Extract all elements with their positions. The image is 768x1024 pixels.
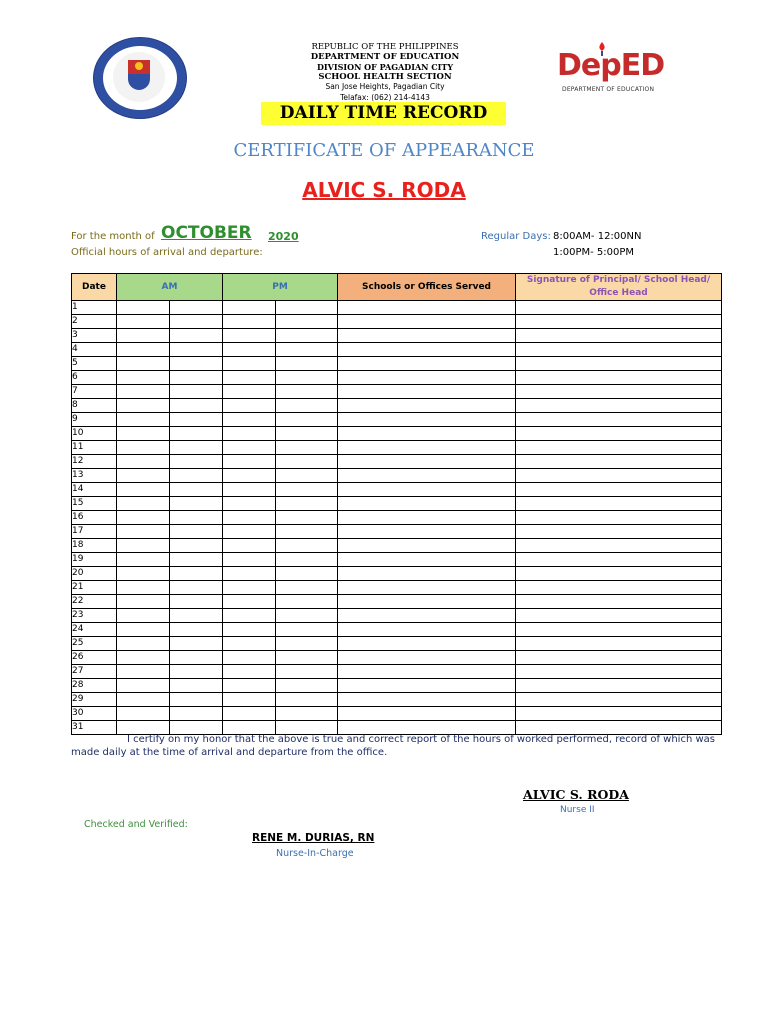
regular-days-label: Regular Days: [481,231,551,242]
certification-text: I certify on my honor that the above is true and correct report of the hours of worked performed, record of which was made daily at the time of arrival and departure from the office. [71,734,715,758]
am-departure-cell[interactable] [170,469,223,483]
pm-arrival-cell[interactable] [223,665,276,679]
am-departure-cell[interactable] [170,609,223,623]
pm-departure-cell[interactable] [276,441,338,455]
am-departure-cell[interactable] [170,651,223,665]
am-arrival-cell[interactable] [117,567,170,581]
am-departure-cell[interactable] [170,413,223,427]
table-row [72,301,722,315]
table-row [72,315,722,329]
am-arrival-cell[interactable] [117,455,170,469]
pm-departure-cell[interactable] [276,525,338,539]
am-departure-cell[interactable] [170,315,223,329]
day-number: 19 [72,553,117,567]
schools-served-cell[interactable] [338,567,516,581]
pm-departure-cell[interactable] [276,581,338,595]
schools-served-cell[interactable] [338,441,516,455]
table-row [72,441,722,455]
am-departure-cell[interactable] [170,679,223,693]
schools-served-cell[interactable] [338,665,516,679]
am-arrival-cell[interactable] [117,525,170,539]
table-row [72,623,722,637]
verifier-title: Nurse-In-Charge [276,848,354,859]
day-number: 30 [72,707,117,721]
table-row [72,679,722,693]
pm-departure-cell[interactable] [276,343,338,357]
am-arrival-cell[interactable] [117,329,170,343]
table-row [72,511,722,525]
am-arrival-cell[interactable] [117,553,170,567]
schools-served-cell[interactable] [338,301,516,315]
signature-cell[interactable] [516,413,722,427]
schools-served-cell[interactable] [338,581,516,595]
month-value: OCTOBER [161,223,252,243]
table-row [72,371,722,385]
table-row [72,525,722,539]
pm-arrival-cell[interactable] [223,553,276,567]
deped-logo: DepED [557,48,665,83]
am-departure-cell[interactable] [170,371,223,385]
signature-cell[interactable] [516,525,722,539]
pm-arrival-cell[interactable] [223,357,276,371]
schools-served-cell[interactable] [338,399,516,413]
pm-departure-cell[interactable] [276,315,338,329]
table-row [72,483,722,497]
pm-departure-cell[interactable] [276,623,338,637]
am-departure-cell[interactable] [170,637,223,651]
pm-arrival-cell[interactable] [223,371,276,385]
pm-departure-cell[interactable] [276,427,338,441]
pm-departure-cell[interactable] [276,553,338,567]
am-arrival-cell[interactable] [117,539,170,553]
header-am: AM [117,274,223,301]
table-row [72,329,722,343]
am-departure-cell[interactable] [170,427,223,441]
deped-seal-icon [93,37,187,119]
pm-departure-cell[interactable] [276,707,338,721]
pm-departure-cell[interactable] [276,539,338,553]
am-arrival-cell[interactable] [117,693,170,707]
signature-cell[interactable] [516,455,722,469]
pm-departure-cell[interactable] [276,693,338,707]
am-arrival-cell[interactable] [117,483,170,497]
day-number: 7 [72,385,117,399]
day-number: 22 [72,595,117,609]
pm-departure-cell[interactable] [276,637,338,651]
signatory-title: Nurse II [560,805,595,815]
signature-cell[interactable] [516,483,722,497]
schools-served-cell[interactable] [338,497,516,511]
table-row [72,665,722,679]
pm-arrival-cell[interactable] [223,413,276,427]
table-row [72,455,722,469]
day-number: 6 [72,371,117,385]
pm-arrival-cell[interactable] [223,581,276,595]
schools-served-cell[interactable] [338,595,516,609]
header-department: DEPARTMENT OF EDUCATION [310,52,460,62]
am-departure-cell[interactable] [170,329,223,343]
pm-arrival-cell[interactable] [223,623,276,637]
am-arrival-cell[interactable] [117,385,170,399]
am-arrival-cell[interactable] [117,497,170,511]
signature-cell[interactable] [516,707,722,721]
am-arrival-cell[interactable] [117,469,170,483]
schools-served-cell[interactable] [338,413,516,427]
pm-departure-cell[interactable] [276,567,338,581]
am-departure-cell[interactable] [170,595,223,609]
schools-served-cell[interactable] [338,483,516,497]
pm-arrival-cell[interactable] [223,651,276,665]
pm-arrival-cell[interactable] [223,707,276,721]
pm-arrival-cell[interactable] [223,469,276,483]
day-number: 18 [72,539,117,553]
day-number: 13 [72,469,117,483]
table-row [72,567,722,581]
signature-cell[interactable] [516,371,722,385]
document-subtitle: CERTIFICATE OF APPEARANCE [233,140,535,161]
checked-verified-label: Checked and Verified: [84,819,188,830]
month-year: 2020 [268,230,299,243]
pm-departure-cell[interactable] [276,651,338,665]
am-arrival-cell[interactable] [117,651,170,665]
header-section: SCHOOL HEALTH SECTION [318,72,452,82]
schools-served-cell[interactable] [338,455,516,469]
schools-served-cell[interactable] [338,371,516,385]
am-departure-cell[interactable] [170,497,223,511]
pm-departure-cell[interactable] [276,371,338,385]
day-number: 17 [72,525,117,539]
day-number: 27 [72,665,117,679]
schools-served-cell[interactable] [338,469,516,483]
schools-served-cell[interactable] [338,553,516,567]
signature-cell[interactable] [516,539,722,553]
table-row [72,693,722,707]
am-arrival-cell[interactable] [117,413,170,427]
regular-days-pm: 1:00PM- 5:00PM [553,247,635,258]
am-arrival-cell[interactable] [117,315,170,329]
signature-cell[interactable] [516,497,722,511]
am-arrival-cell[interactable] [117,343,170,357]
signature-cell[interactable] [516,301,722,315]
am-departure-cell[interactable] [170,455,223,469]
pm-arrival-cell[interactable] [223,385,276,399]
am-arrival-cell[interactable] [117,679,170,693]
schools-served-cell[interactable] [338,343,516,357]
schools-served-cell[interactable] [338,651,516,665]
schools-served-cell[interactable] [338,329,516,343]
table-row [72,609,722,623]
day-number: 3 [72,329,117,343]
day-number: 5 [72,357,117,371]
day-number: 23 [72,609,117,623]
pm-arrival-cell[interactable] [223,441,276,455]
schools-served-cell[interactable] [338,707,516,721]
schools-served-cell[interactable] [338,525,516,539]
pm-arrival-cell[interactable] [223,637,276,651]
day-number: 24 [72,623,117,637]
daily-time-record-table [71,273,722,735]
signature-cell[interactable] [516,315,722,329]
pm-departure-cell[interactable] [276,595,338,609]
table-header-row [72,274,722,301]
pm-arrival-cell[interactable] [223,567,276,581]
signature-cell[interactable] [516,567,722,581]
signature-cell[interactable] [516,623,722,637]
schools-served-cell[interactable] [338,357,516,371]
day-number: 4 [72,343,117,357]
pm-arrival-cell[interactable] [223,399,276,413]
schools-served-cell[interactable] [338,637,516,651]
am-departure-cell[interactable] [170,343,223,357]
am-arrival-cell[interactable] [117,301,170,315]
pm-arrival-cell[interactable] [223,595,276,609]
pm-departure-cell[interactable] [276,483,338,497]
schools-served-cell[interactable] [338,427,516,441]
schools-served-cell[interactable] [338,539,516,553]
pm-arrival-cell[interactable] [223,483,276,497]
table-row [72,553,722,567]
pm-departure-cell[interactable] [276,469,338,483]
am-arrival-cell[interactable] [117,707,170,721]
signature-cell[interactable] [516,441,722,455]
day-number: 2 [72,315,117,329]
pm-arrival-cell[interactable] [223,693,276,707]
signature-cell[interactable] [516,357,722,371]
day-number: 16 [72,511,117,525]
pm-departure-cell[interactable] [276,455,338,469]
pm-arrival-cell[interactable] [223,427,276,441]
day-number: 25 [72,637,117,651]
pm-departure-cell[interactable] [276,609,338,623]
day-number: 10 [72,427,117,441]
pm-departure-cell[interactable] [276,665,338,679]
regular-days-am: 8:00AM- 12:00NN [553,231,642,242]
header-address: San Jose Heights, Pagadian City [325,82,445,91]
signature-cell[interactable] [516,609,722,623]
day-number: 26 [72,651,117,665]
pm-departure-cell[interactable] [276,511,338,525]
day-number: 31 [72,721,117,735]
deped-logo-subtitle: DEPARTMENT OF EDUCATION [562,86,655,93]
signature-cell[interactable] [516,581,722,595]
table-row [72,413,722,427]
employee-name: ALVIC S. RODA [302,178,466,202]
table-row [72,427,722,441]
schools-served-cell[interactable] [338,693,516,707]
schools-served-cell[interactable] [338,609,516,623]
schools-served-cell[interactable] [338,511,516,525]
am-arrival-cell[interactable] [117,427,170,441]
schools-served-cell[interactable] [338,385,516,399]
header-signature: Signature of Principal/ School Head/ Office Head [516,274,722,301]
pm-departure-cell[interactable] [276,413,338,427]
header-telefax: Telafax: (062) 214-4143 [340,93,430,102]
am-departure-cell[interactable] [170,385,223,399]
am-arrival-cell[interactable] [117,581,170,595]
day-number: 14 [72,483,117,497]
signature-cell[interactable] [516,385,722,399]
am-departure-cell[interactable] [170,441,223,455]
day-number: 20 [72,567,117,581]
signature-cell[interactable] [516,329,722,343]
pm-arrival-cell[interactable] [223,315,276,329]
am-departure-cell[interactable] [170,693,223,707]
day-number: 9 [72,413,117,427]
am-arrival-cell[interactable] [117,357,170,371]
pm-arrival-cell[interactable] [223,301,276,315]
day-number: 28 [72,679,117,693]
pm-arrival-cell[interactable] [223,497,276,511]
verifier-name: RENE M. DURIAS, RN [252,832,375,844]
table-row [72,469,722,483]
pm-arrival-cell[interactable] [223,539,276,553]
day-number: 11 [72,441,117,455]
table-row [72,595,722,609]
table-row [72,343,722,357]
day-number: 8 [72,399,117,413]
am-departure-cell[interactable] [170,567,223,581]
signature-cell[interactable] [516,399,722,413]
table-row [72,357,722,371]
table-row [72,707,722,721]
am-departure-cell[interactable] [170,539,223,553]
pm-departure-cell[interactable] [276,399,338,413]
signature-cell[interactable] [516,637,722,651]
am-departure-cell[interactable] [170,581,223,595]
header-division: DIVISION OF PAGADIAN CITY [316,62,454,72]
pm-arrival-cell[interactable] [223,679,276,693]
schools-served-cell[interactable] [338,623,516,637]
month-label: For the month of [71,231,155,242]
am-arrival-cell[interactable] [117,511,170,525]
table-row [72,385,722,399]
table-row [72,651,722,665]
signature-cell[interactable] [516,651,722,665]
table-row [72,497,722,511]
pm-departure-cell[interactable] [276,679,338,693]
am-arrival-cell[interactable] [117,399,170,413]
am-departure-cell[interactable] [170,357,223,371]
table-row [72,637,722,651]
pm-arrival-cell[interactable] [223,329,276,343]
official-hours-label: Official hours of arrival and departure: [71,247,263,258]
header-republic: REPUBLIC OF THE PHILIPPINES [311,42,459,52]
am-departure-cell[interactable] [170,623,223,637]
pm-departure-cell[interactable] [276,329,338,343]
signature-cell[interactable] [516,511,722,525]
signature-cell[interactable] [516,693,722,707]
am-arrival-cell[interactable] [117,609,170,623]
pm-departure-cell[interactable] [276,497,338,511]
table-row [72,539,722,553]
pm-arrival-cell[interactable] [223,511,276,525]
header-pm: PM [223,274,338,301]
signature-cell[interactable] [516,553,722,567]
signatory-name: ALVIC S. RODA [523,787,629,802]
schools-served-cell[interactable] [338,315,516,329]
am-departure-cell[interactable] [170,511,223,525]
day-number: 15 [72,497,117,511]
am-departure-cell[interactable] [170,399,223,413]
am-arrival-cell[interactable] [117,595,170,609]
am-arrival-cell[interactable] [117,665,170,679]
am-departure-cell[interactable] [170,483,223,497]
day-number: 12 [72,455,117,469]
day-number: 1 [72,301,117,315]
am-arrival-cell[interactable] [117,623,170,637]
am-departure-cell[interactable] [170,707,223,721]
am-arrival-cell[interactable] [117,637,170,651]
table-row [72,581,722,595]
am-arrival-cell[interactable] [117,441,170,455]
signature-cell[interactable] [516,679,722,693]
pm-arrival-cell[interactable] [223,609,276,623]
signature-cell[interactable] [516,595,722,609]
table-row [72,399,722,413]
signature-cell[interactable] [516,469,722,483]
signature-cell[interactable] [516,343,722,357]
pm-arrival-cell[interactable] [223,455,276,469]
signature-cell[interactable] [516,427,722,441]
am-departure-cell[interactable] [170,665,223,679]
pm-departure-cell[interactable] [276,357,338,371]
am-departure-cell[interactable] [170,301,223,315]
header-date: Date [72,274,117,301]
pm-departure-cell[interactable] [276,385,338,399]
day-number: 21 [72,581,117,595]
am-arrival-cell[interactable] [117,371,170,385]
pm-departure-cell[interactable] [276,301,338,315]
am-departure-cell[interactable] [170,553,223,567]
header-schools: Schools or Offices Served [338,274,516,301]
pm-arrival-cell[interactable] [223,343,276,357]
signature-cell[interactable] [516,665,722,679]
am-departure-cell[interactable] [170,525,223,539]
schools-served-cell[interactable] [338,679,516,693]
day-number: 29 [72,693,117,707]
document-title: DAILY TIME RECORD [261,102,506,125]
pm-arrival-cell[interactable] [223,525,276,539]
